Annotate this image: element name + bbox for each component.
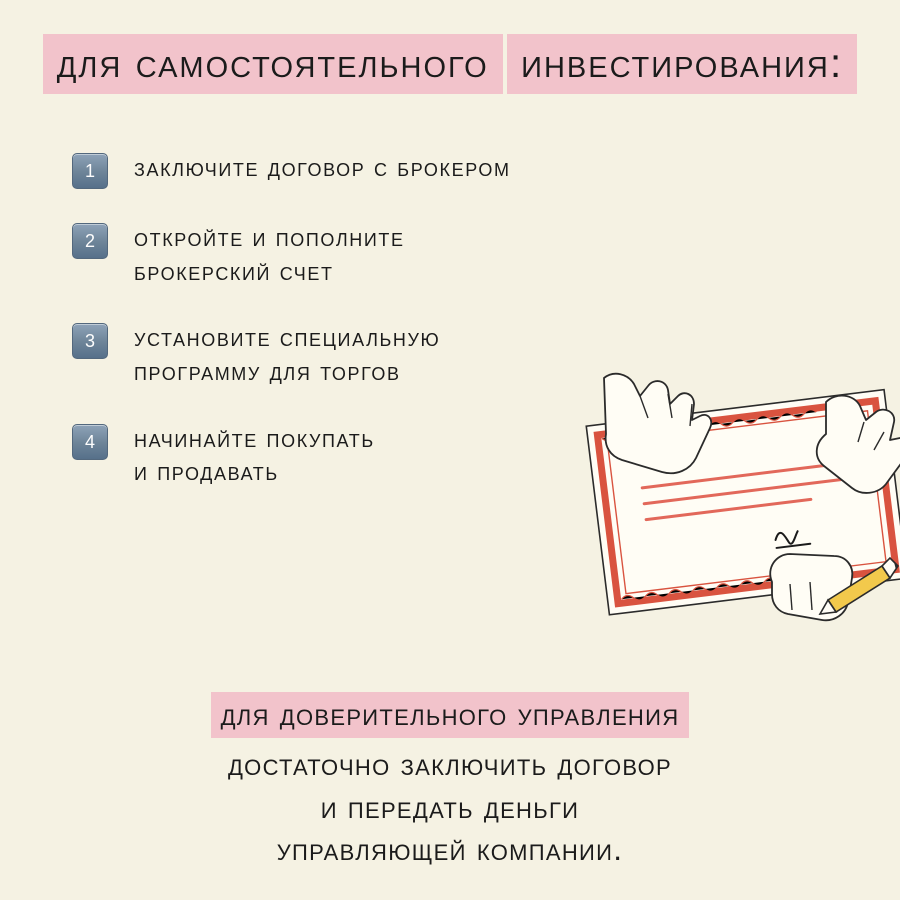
bottom-highlight-line: для доверительного управления — [211, 692, 690, 738]
step-number-badge: 3 — [72, 323, 108, 359]
step-text — [134, 150, 511, 186]
bottom-line-3: и передать деньги — [320, 788, 580, 825]
poster-title — [0, 0, 900, 100]
step-text — [134, 421, 375, 490]
step-number-badge: 1 — [72, 153, 108, 189]
list-item — [72, 421, 900, 490]
step-number-badge: 4 — [72, 424, 108, 460]
step-text-line-1: начинайте покупать — [134, 424, 375, 453]
step-text — [134, 320, 440, 389]
bottom-statement — [0, 692, 900, 870]
step-text-line-1: установите специальную — [134, 324, 441, 353]
list-item — [72, 220, 900, 289]
bottom-line-2: достаточно заключить договор — [227, 746, 673, 783]
list-item — [72, 320, 900, 389]
list-item — [72, 150, 900, 189]
title-line-1: для самостоятельного — [43, 34, 503, 94]
bottom-line-4: управляющей компании. — [276, 830, 624, 867]
step-text-line-2: и продавать — [134, 458, 279, 487]
step-text-line-1: откройте и пополните — [134, 224, 405, 253]
title-line-2: инвестирования: — [507, 34, 857, 94]
step-text — [134, 220, 405, 289]
steps-list — [0, 150, 900, 490]
step-text-line-2: программу для торгов — [134, 358, 401, 387]
step-text-line-1: заключите договор с брокером — [134, 154, 511, 183]
step-number-badge: 2 — [72, 223, 108, 259]
step-text-line-2: брокерский счет — [134, 257, 334, 286]
bottom-highlight-wrap — [0, 692, 900, 743]
